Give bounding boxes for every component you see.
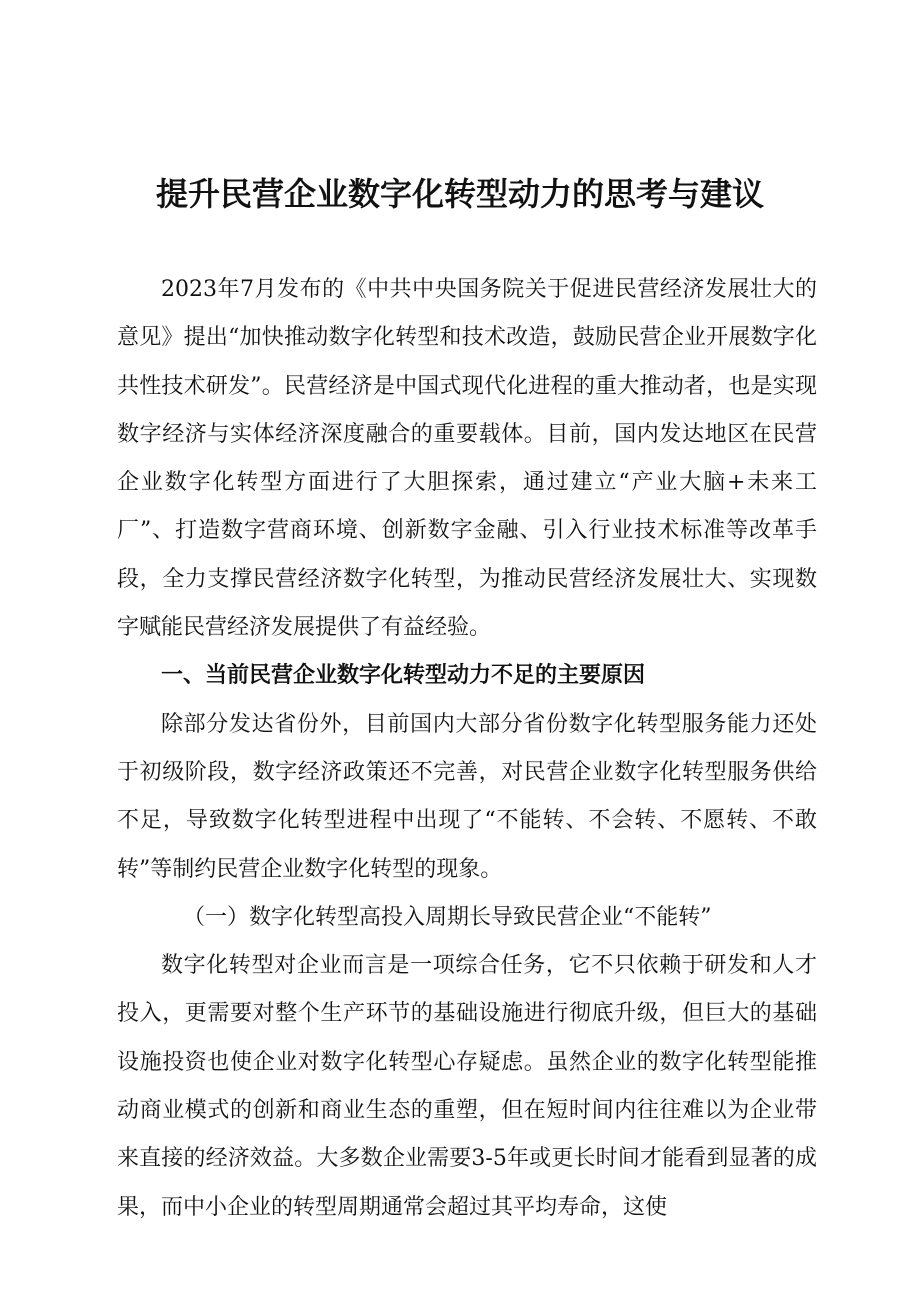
- subsection-1-body-paragraph: 数字化转型对企业而言是一项综合任务，它不只依赖于研发和人才投入，更需要对整个生产环节的基础设施进行彻底升级，但巨大的基础设施投资也使企业对数字化转型心存疑虑。虽然企业的数字化转型能推动商业模式的创新和商业生态的重塑，但在短时间内往往难以为企业带来直接的经济效益。大多数企业需要3-5年或更长时间才能看到显著的成果，而中小企业的转型周期通常会超过其平均寿命，这使: [117, 953, 817, 1220]
- intro-paragraph: 2023年7月发布的《中共中央国务院关于促进民营经济发展壮大的意见》提出“加快推动数字化转型和技术改造，鼓励民营企业开展数字化共性技术研发”。民营经济是中国式现代化进程的重大推动者，也是实现数字经济与实体经济深度融合的重要载体。目前，国内发达地区在民营企业数字化转型方面进行了大胆探索，通过建立“产业大脑+未来工厂”、打造数字营商环境、创新数字金融、引入行业技术标准等改革手段，全力支撑民营经济数字化转型，为推动民营经济发展壮大、实现数字赋能民营经济发展提供了有益经验。: [117, 277, 817, 641]
- document-body: [117, 266, 817, 1232]
- subsection-1-heading: （一）数字化转型高投入周期长导致民营企业“不能转”: [183, 904, 712, 930]
- section-1-intro-paragraph: 除部分发达省份外，目前国内大部分省份数字化转型服务能力还处于初级阶段，数字经济政策还不完善，对民营企业数字化转型服务供给不足，导致数字化转型进程中出现了“不能转、不会转、不愿转、不敢转”等制约民营企业数字化转型的现象。: [117, 711, 817, 882]
- document-title: 提升民营企业数字化转型动力的思考与建议: [155, 175, 764, 213]
- section-1-heading: 一、当前民营企业数字化转型动力不足的主要原因: [161, 663, 646, 689]
